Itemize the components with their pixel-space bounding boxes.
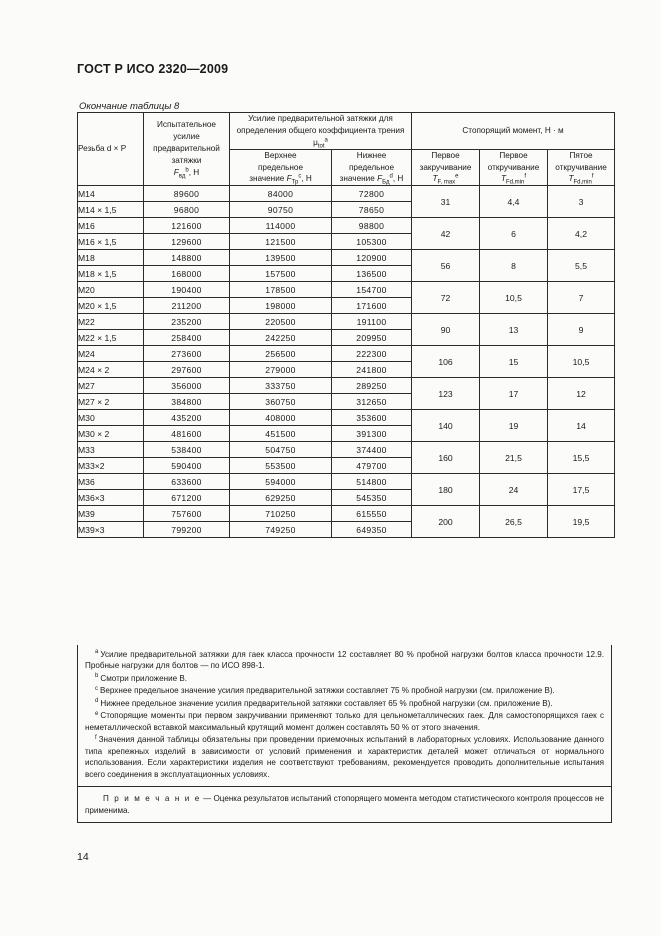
footnote-text-c: Верхнее предельное значение усилия предварительной затяжки составляет 75 % пробной нагрузки (см. приложение В).	[100, 686, 555, 696]
table-header	[78, 113, 615, 186]
table-row	[78, 442, 615, 458]
cell-thread: M33	[78, 442, 144, 458]
cell-lower-limit: 136500	[332, 266, 412, 282]
header-first-loosen-sub: Fd,min	[506, 180, 525, 187]
header-lower-limit	[332, 149, 412, 186]
cell-upper-limit: 256500	[230, 346, 332, 362]
cell-lower-limit: 120900	[332, 250, 412, 266]
cell-test-force: 671200	[144, 490, 230, 506]
header-group-locking-label: Стопорящий момент, Н · м	[462, 125, 564, 135]
cell-upper-limit: 710250	[230, 506, 332, 522]
cell-lower-limit: 514800	[332, 474, 412, 490]
footnote-text-e: Стопорящие моменты при первом закручивании применяют только для цельнометаллических гаек. Для самостопорящихся гаек с неметаллической вставкой максимальный крутящий момент должен составлять 50 % от этого значения.	[85, 711, 604, 732]
cell-thread: M18	[78, 250, 144, 266]
footnote-marker-e: e	[95, 710, 99, 717]
cell-fifth-loosen: 12	[548, 378, 615, 410]
cell-thread: M14	[78, 186, 144, 202]
cell-lower-limit: 209950	[332, 330, 412, 346]
footnotes-box	[77, 645, 612, 823]
header-test-force-unit: , Н	[188, 168, 200, 177]
footnote-ref-b: b	[185, 167, 189, 174]
cell-upper-limit: 408000	[230, 410, 332, 426]
cell-fifth-loosen: 19,5	[548, 506, 615, 538]
cell-thread: M30 × 2	[78, 426, 144, 442]
cell-test-force: 148800	[144, 250, 230, 266]
header-test-force-label: Испытательное усилие предварительной затяжки	[153, 120, 220, 166]
footnotes-list	[78, 645, 611, 786]
cell-test-force: 538400	[144, 442, 230, 458]
cell-test-force: 356000	[144, 378, 230, 394]
header-upper-limit-symbol: F	[286, 174, 292, 184]
footnote-text-a: Усилие предварительной затяжки для гаек класса прочности 12 составляет 80 % пробной нагрузки болтов класса прочности 12.9. Пробные нагрузки для болтов — по ИСО 898-1.	[85, 650, 604, 671]
cell-upper-limit: 178500	[230, 282, 332, 298]
cell-lower-limit: 154700	[332, 282, 412, 298]
cell-test-force: 633600	[144, 474, 230, 490]
footnote-text-b: Смотри приложение В.	[100, 673, 187, 683]
cell-thread: M39	[78, 506, 144, 522]
cell-lower-limit: 105300	[332, 234, 412, 250]
cell-test-force: 435200	[144, 410, 230, 426]
cell-thread: M36	[78, 474, 144, 490]
cell-lower-limit: 479700	[332, 458, 412, 474]
cell-upper-limit: 139500	[230, 250, 332, 266]
cell-first-loosen: 8	[480, 250, 548, 282]
cell-upper-limit: 220500	[230, 314, 332, 330]
cell-fifth-loosen: 3	[548, 186, 615, 218]
header-lower-limit-l1: Нижнее	[356, 150, 387, 160]
header-upper-limit-l2: предельное	[257, 162, 304, 172]
footnote-a	[85, 649, 604, 672]
cell-first-tighten: 106	[412, 346, 480, 378]
cell-thread: M18 × 1,5	[78, 266, 144, 282]
cell-thread: M24	[78, 346, 144, 362]
header-group-friction	[230, 113, 412, 150]
cell-thread: M27	[78, 378, 144, 394]
footnote-ref-e: e	[455, 173, 459, 180]
primechanie-body: Оценка результатов испытаний стопорящего момента методом статистического контроля процессов не применима.	[85, 794, 604, 815]
footnote-d	[85, 698, 604, 709]
cell-thread: M20 × 1,5	[78, 298, 144, 314]
cell-upper-limit: 157500	[230, 266, 332, 282]
cell-lower-limit: 649350	[332, 522, 412, 538]
cell-test-force: 235200	[144, 314, 230, 330]
cell-upper-limit: 451500	[230, 426, 332, 442]
header-upper-limit-l1: Верхнее	[264, 150, 297, 160]
cell-test-force: 799200	[144, 522, 230, 538]
cell-first-tighten: 140	[412, 410, 480, 442]
cell-test-force: 297600	[144, 362, 230, 378]
cell-thread: M14 × 1,5	[78, 202, 144, 218]
cell-thread: M24 × 2	[78, 362, 144, 378]
header-thread	[78, 113, 144, 186]
footnote-ref-d: d	[389, 173, 393, 180]
table-row	[78, 506, 615, 522]
table-row	[78, 378, 615, 394]
cell-upper-limit: 279000	[230, 362, 332, 378]
header-first-tighten-l2: закручивание	[419, 162, 472, 172]
cell-lower-limit: 391300	[332, 426, 412, 442]
header-group-friction-label: Усилие предварительной затяжки для определения общего коэффициента трения μ	[236, 114, 405, 147]
header-fifth-loosen-symbol: T	[568, 174, 574, 184]
cell-lower-limit: 222300	[332, 346, 412, 362]
cell-test-force: 211200	[144, 298, 230, 314]
cell-thread: M16	[78, 218, 144, 234]
cell-first-loosen: 17	[480, 378, 548, 410]
primechanie-dash: —	[200, 794, 214, 804]
header-lower-limit-symbol: F	[377, 174, 383, 184]
cell-upper-limit: 504750	[230, 442, 332, 458]
cell-test-force: 258400	[144, 330, 230, 346]
header-fifth-loosen-sub: Fd,min	[573, 180, 592, 187]
footnote-marker-c: c	[95, 685, 98, 692]
cell-test-force: 481600	[144, 426, 230, 442]
cell-lower-limit: 171600	[332, 298, 412, 314]
table-row	[78, 410, 615, 426]
header-lower-limit-l3: значение	[339, 174, 378, 184]
cell-thread: M16 × 1,5	[78, 234, 144, 250]
cell-test-force: 273600	[144, 346, 230, 362]
header-group-friction-sub: tot	[317, 143, 325, 150]
cell-thread: M36×3	[78, 490, 144, 506]
cell-first-tighten: 123	[412, 378, 480, 410]
header-first-tighten-sub: F, max	[437, 180, 456, 187]
cell-test-force: 96800	[144, 202, 230, 218]
table-row	[78, 314, 615, 330]
cell-thread: M39×3	[78, 522, 144, 538]
footnote-ref-f1: f	[524, 173, 527, 180]
header-test-force	[144, 113, 230, 186]
cell-first-loosen: 4,4	[480, 186, 548, 218]
standard-header: ГОСТ Р ИСО 2320—2009	[77, 62, 229, 76]
cell-upper-limit: 629250	[230, 490, 332, 506]
cell-first-loosen: 10,5	[480, 282, 548, 314]
header-first-loosen-l1: Первое	[499, 150, 528, 160]
table-row	[78, 250, 615, 266]
cell-first-tighten: 56	[412, 250, 480, 282]
header-first-tighten	[412, 149, 480, 186]
cell-test-force: 121600	[144, 218, 230, 234]
header-lower-limit-l2: предельное	[348, 162, 395, 172]
cell-thread: M27 × 2	[78, 394, 144, 410]
footnote-e	[85, 710, 604, 733]
cell-lower-limit: 241800	[332, 362, 412, 378]
header-upper-limit-sub: Тр	[291, 180, 299, 187]
cell-upper-limit: 360750	[230, 394, 332, 410]
cell-upper-limit: 333750	[230, 378, 332, 394]
header-upper-limit	[230, 149, 332, 186]
cell-test-force: 129600	[144, 234, 230, 250]
header-first-loosen-symbol: T	[500, 174, 506, 184]
cell-fifth-loosen: 5,5	[548, 250, 615, 282]
cell-thread: M30	[78, 410, 144, 426]
cell-upper-limit: 84000	[230, 186, 332, 202]
cell-first-tighten: 160	[412, 442, 480, 474]
header-first-tighten-l1: Первое	[431, 150, 460, 160]
cell-upper-limit: 90750	[230, 202, 332, 218]
cell-fifth-loosen: 10,5	[548, 346, 615, 378]
footnote-c	[85, 685, 604, 696]
footnote-text-f: Значения данной таблицы обязательны при проведении приемочных испытаний в лабораторных условиях. Использование данного типа крепежных изделий в зависимости от условий применения и характеристик деталей может отличаться от нормального использования. Если характеристики изделия не соответствуют требованиям, рекомендуется проводить дополнительные испытания всего соединения в эксплуатационных условиях.	[85, 735, 604, 779]
cell-first-loosen: 21,5	[480, 442, 548, 474]
footnote-text-d: Нижнее предельное значение усилия предварительной затяжки составляет 65 % пробной нагрузки (см. приложение В).	[100, 698, 553, 708]
specification-table	[77, 112, 615, 538]
header-first-loosen	[480, 149, 548, 186]
cell-thread: M20	[78, 282, 144, 298]
footnote-f	[85, 734, 604, 780]
cell-upper-limit: 594000	[230, 474, 332, 490]
cell-fifth-loosen: 4,2	[548, 218, 615, 250]
cell-lower-limit: 615550	[332, 506, 412, 522]
cell-fifth-loosen: 7	[548, 282, 615, 314]
cell-first-tighten: 200	[412, 506, 480, 538]
header-fifth-loosen-l1: Пятое	[569, 150, 593, 160]
header-lower-limit-sub: Бд	[382, 180, 390, 187]
table-row	[78, 474, 615, 490]
primechanie-label: П р и м е ч а н и е	[103, 794, 201, 804]
cell-first-loosen: 19	[480, 410, 548, 442]
footnote-marker-d: d	[95, 698, 99, 705]
table-row	[78, 186, 615, 202]
header-fifth-loosen	[548, 149, 615, 186]
cell-lower-limit: 312650	[332, 394, 412, 410]
cell-lower-limit: 545350	[332, 490, 412, 506]
cell-upper-limit: 553500	[230, 458, 332, 474]
page-number: 14	[77, 851, 89, 863]
cell-first-tighten: 90	[412, 314, 480, 346]
cell-test-force: 168000	[144, 266, 230, 282]
primechanie-text	[85, 793, 604, 816]
footnote-b	[85, 673, 604, 684]
cell-upper-limit: 198000	[230, 298, 332, 314]
cell-test-force: 89600	[144, 186, 230, 202]
cell-first-loosen: 6	[480, 218, 548, 250]
cell-upper-limit: 749250	[230, 522, 332, 538]
cell-test-force: 384800	[144, 394, 230, 410]
cell-fifth-loosen: 17,5	[548, 474, 615, 506]
footnote-marker-a: a	[95, 649, 99, 656]
header-first-loosen-l2: откручивание	[487, 162, 540, 172]
cell-thread: M22 × 1,5	[78, 330, 144, 346]
cell-first-loosen: 24	[480, 474, 548, 506]
cell-fifth-loosen: 15,5	[548, 442, 615, 474]
cell-lower-limit: 289250	[332, 378, 412, 394]
cell-first-loosen: 13	[480, 314, 548, 346]
header-upper-limit-unit: , Н	[301, 174, 312, 184]
header-test-force-symbol: F	[173, 168, 179, 177]
cell-first-loosen: 26,5	[480, 506, 548, 538]
cell-first-loosen: 15	[480, 346, 548, 378]
cell-lower-limit: 353600	[332, 410, 412, 426]
cell-first-tighten: 42	[412, 218, 480, 250]
cell-first-tighten: 180	[412, 474, 480, 506]
cell-test-force: 757600	[144, 506, 230, 522]
cell-test-force: 190400	[144, 282, 230, 298]
header-lower-limit-unit: , Н	[392, 174, 404, 184]
footnote-ref-c: c	[298, 173, 302, 180]
header-upper-limit-l3: значение	[249, 174, 287, 184]
table-row	[78, 218, 615, 234]
cell-lower-limit: 191100	[332, 314, 412, 330]
header-fifth-loosen-l2: откручивание	[555, 162, 607, 172]
cell-thread: M22	[78, 314, 144, 330]
table-body	[78, 186, 615, 538]
cell-upper-limit: 114000	[230, 218, 332, 234]
footnote-ref-a: a	[324, 137, 328, 144]
table-caption: Окончание таблицы 8	[79, 101, 180, 112]
cell-thread: M33×2	[78, 458, 144, 474]
cell-lower-limit: 98800	[332, 218, 412, 234]
cell-lower-limit: 78650	[332, 202, 412, 218]
table-row	[78, 346, 615, 362]
cell-fifth-loosen: 9	[548, 314, 615, 346]
header-first-tighten-symbol: T	[432, 174, 438, 184]
table-row	[78, 282, 615, 298]
header-group-locking	[412, 113, 615, 150]
header-test-force-sub: вд	[178, 173, 186, 180]
footnote-marker-f: f	[95, 734, 97, 741]
cell-fifth-loosen: 14	[548, 410, 615, 442]
footnote-ref-f2: f	[591, 173, 594, 180]
cell-first-tighten: 72	[412, 282, 480, 314]
cell-first-tighten: 31	[412, 186, 480, 218]
primechanie-block	[78, 786, 611, 822]
cell-upper-limit: 242250	[230, 330, 332, 346]
cell-upper-limit: 121500	[230, 234, 332, 250]
footnote-marker-b: b	[95, 673, 99, 680]
cell-test-force: 590400	[144, 458, 230, 474]
cell-lower-limit: 374400	[332, 442, 412, 458]
header-thread-label: Резьба d × P	[78, 144, 127, 154]
cell-lower-limit: 72800	[332, 186, 412, 202]
